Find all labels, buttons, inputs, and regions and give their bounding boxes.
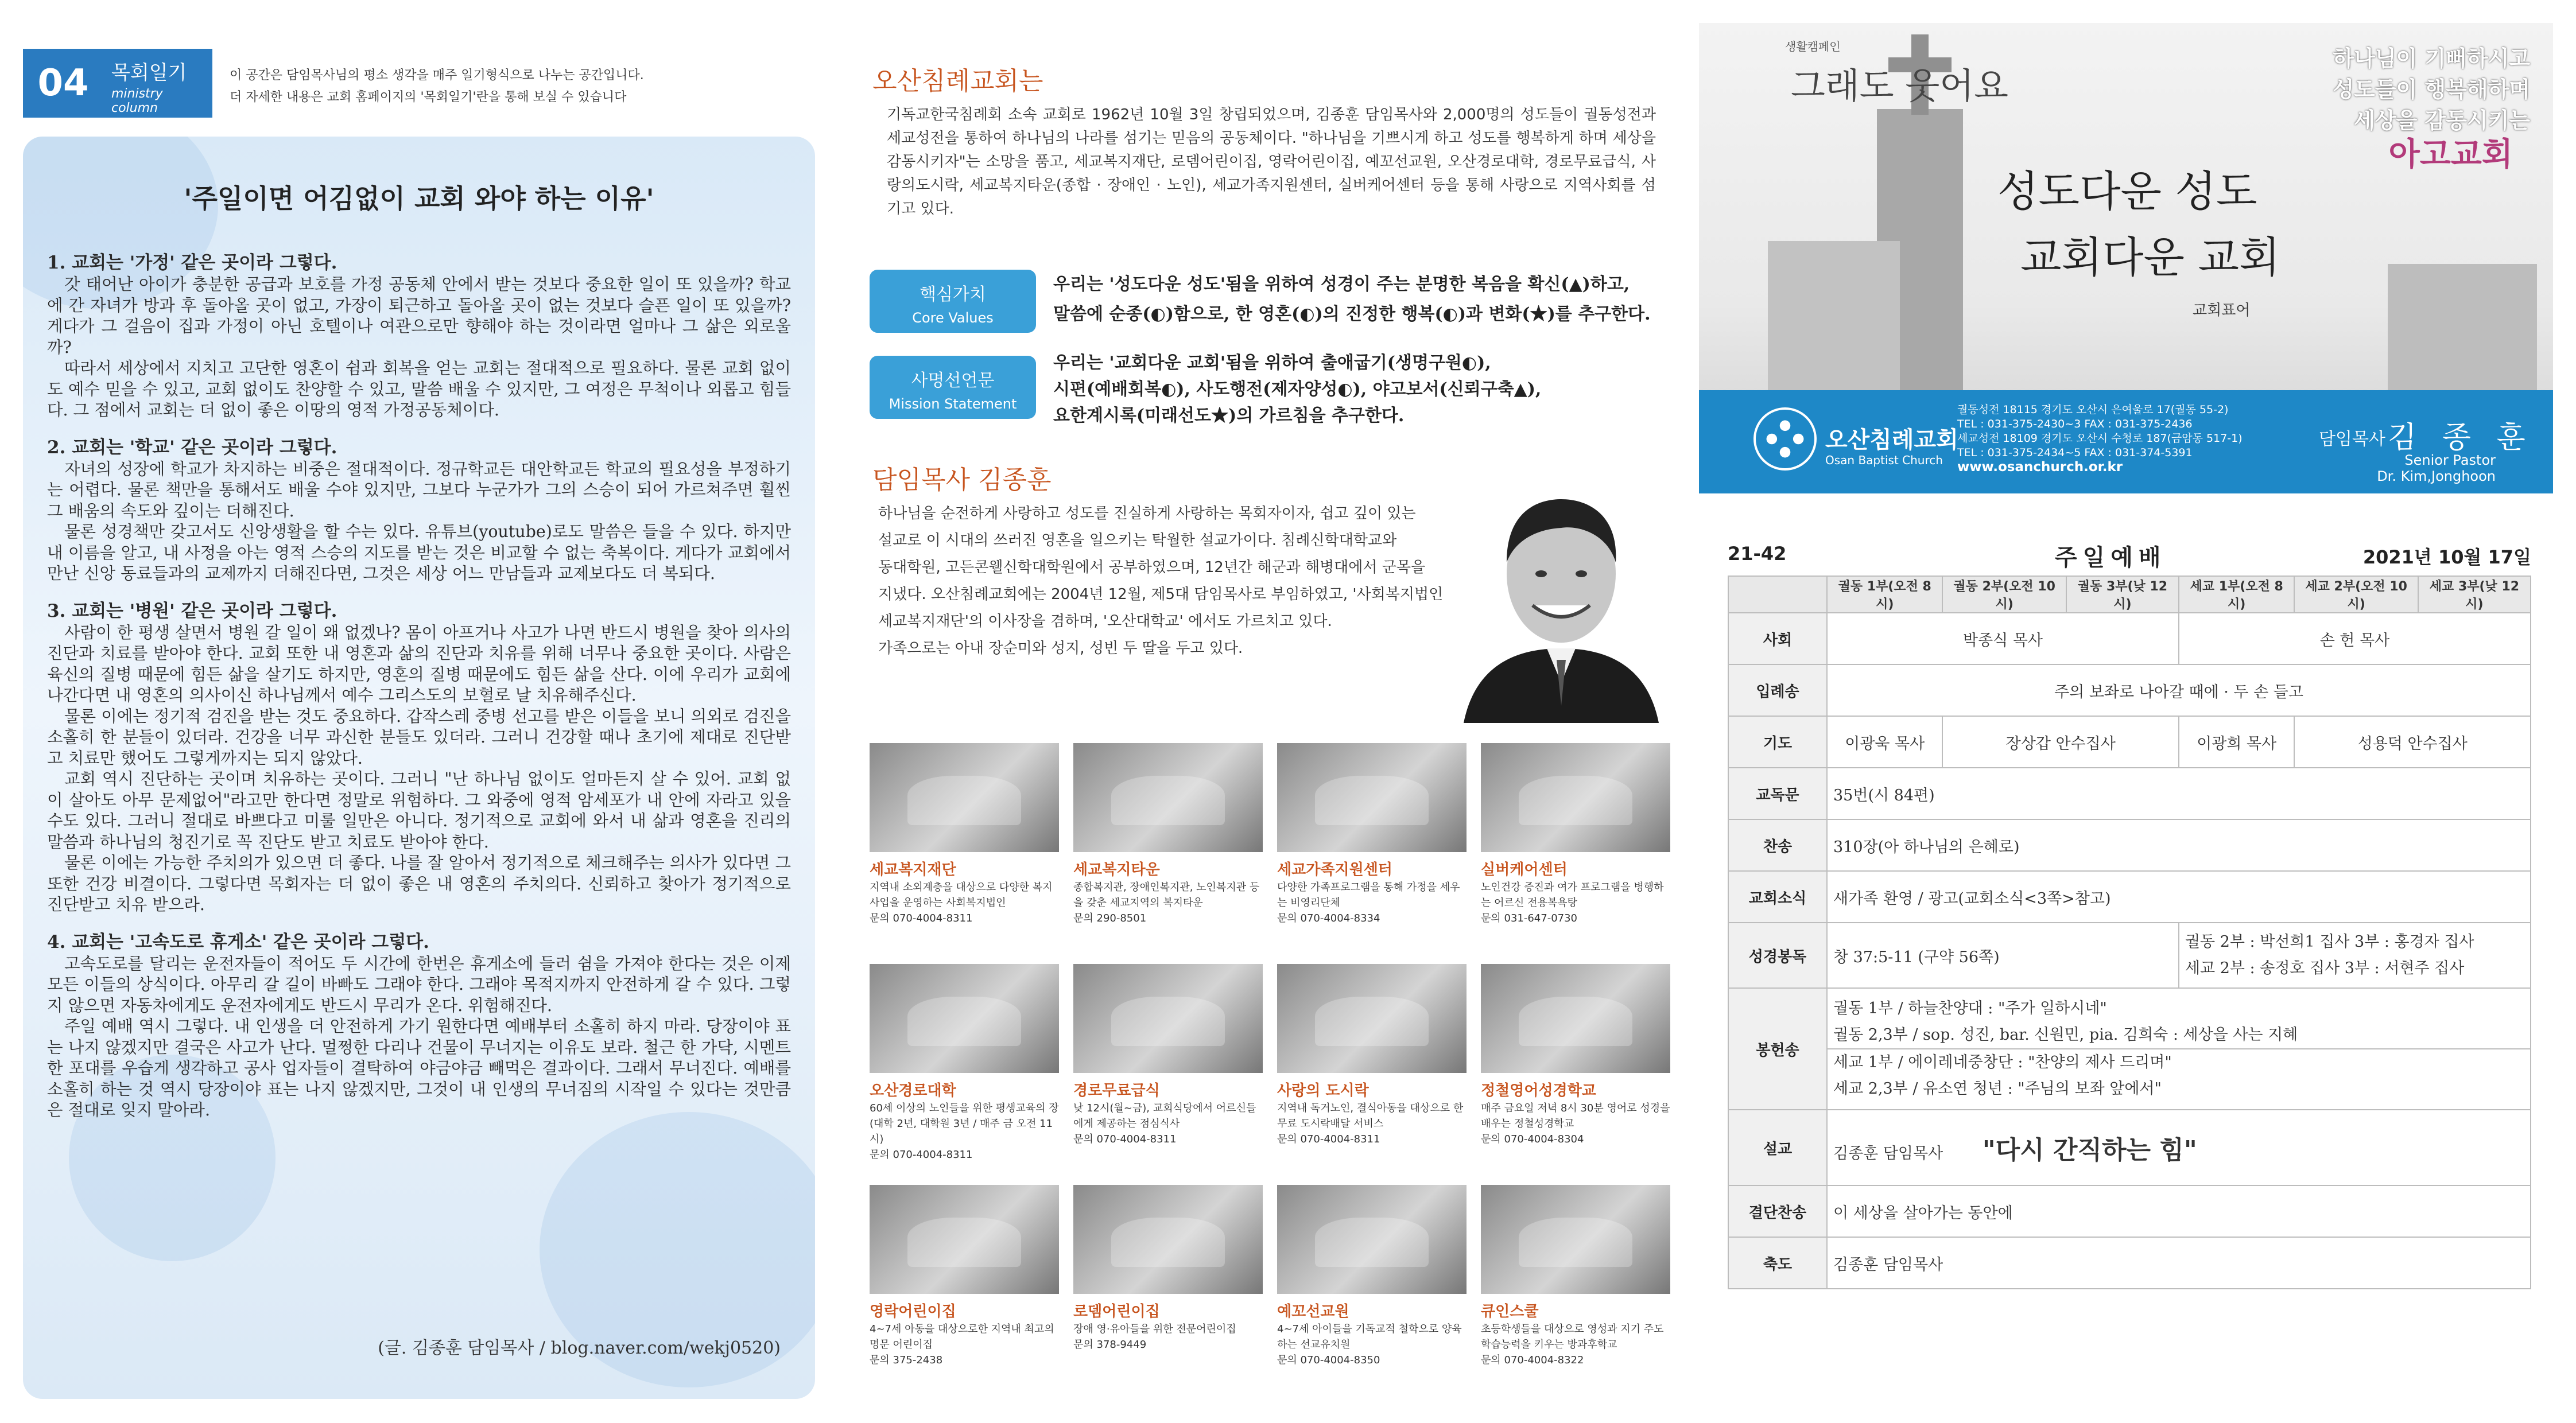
ministry-tel: 문의 070-4004-8304 (1481, 1133, 1584, 1145)
service-time: 궐동 3부(낮 12시) (2066, 576, 2179, 613)
offertory (1827, 988, 2531, 1110)
ministry-tel: 문의 375-2438 (870, 1354, 943, 1366)
section-heading: 1. 교회는 '가정' 같은 곳이라 그렇다. (47, 252, 337, 273)
hymn: 310장(아 하나님의 은혜로) (1827, 819, 2531, 871)
ministry-desc-text: 4~7세 아이들을 기독교적 철학으로 양육하는 선교유치원 (1277, 1323, 1462, 1351)
offertory-line: 세교 2,3부 / 유소연 청년 : "주님의 보좌 앞에서" (1833, 1080, 2162, 1098)
mission-label: 사명선언문 (911, 371, 995, 391)
column-signature: (글. 김종훈 담임목사 / blog.naver.com/wekj0520) (378, 1338, 781, 1358)
offertory-line: 세교 1부 / 에이레네중창단 : "찬양의 제사 드리며" (1833, 1053, 2172, 1071)
cover-motto-line: 세상을 감동시키는 (2354, 108, 2530, 133)
row-label: 봉헌송 (1728, 988, 1827, 1110)
page-number: 04 (23, 49, 103, 118)
table-row (1728, 1110, 2531, 1185)
ministry-tel: 문의 070-4004-8311 (1073, 1133, 1177, 1145)
address-line: 궐동성전 18115 경기도 오산시 은여울로 17(궐동 55-2) (1957, 403, 2229, 416)
paragraph: 물론 성경책만 갖고서도 신앙생활을 할 수는 있다. 유튜브(youtube)로도 말씀은 들을 수 있다. 하지만 내 이름을 알고, 내 사정을 아는 영적 스승의 지도를 받는 것은 비교할 수 없는 축복이다. 게다가 교회에서 만난 신앙 동료들과의 교제까지 더해진다면, 그것은 세상 어느 만남들과 교제보다도 더 복되다. (47, 522, 791, 583)
sermon-title: "다시 간직하는 힘" (1982, 1136, 2197, 1165)
prayer-1: 이광욱 목사 (1827, 716, 1942, 768)
mission-line: 시편(예배회복◐), 사도행전(제자양성◐), 야고보서(신뢰구축▲), (1053, 379, 1542, 399)
service-time: 궐동 1부(오전 8시) (1827, 576, 1942, 613)
table-corner (1728, 576, 1827, 613)
church-intro-text: 기독교한국침례회 소속 교회로 1962년 10월 3일 창립되었으며, 김종훈 담임목사와 2,000명의 성도들이 궐동성전과 세교성전을 통하여 하나님의 나라를 섬기는 믿음의 공동체이다. "하나님을 기쁘시게 하고 성도를 행복하게 하며 세상을 감동시키자"는 소망을 품고, 세교복지재단, 로뎀어린이집, 영락어린이집, 예꼬선교원, 오산경로대학, 경로무료급식, 사랑의도시락, 세교복지타운(종합 · 장애인 · 노인), 세교가족지원센터, 실버케어센터 등을 통해 사랑으로 지역사회를 섬기고 있다. (887, 106, 1656, 217)
mission-text (1053, 350, 1541, 429)
column-article-body (47, 251, 791, 1136)
column-description-line: 이 공간은 담임목사님의 평소 생각을 매주 일기형식으로 나누는 공간입니다. (230, 68, 644, 83)
cover-motto-line: 하나님이 기뻐하시고 (2333, 46, 2530, 71)
pastor-bio-line: 지냈다. 오산침례교회에는 2004년 12월, 제5대 담임목사로 부임하였고, '사회복지법인 (878, 586, 1444, 603)
column-article-title: '주일이면 어김없이 교회 와야 하는 이유' (184, 183, 654, 214)
pastor-name-en (2377, 452, 2496, 484)
ministry-name: 영락어린이집 (870, 1303, 956, 1320)
benediction: 김종훈 담임목사 (1827, 1237, 2531, 1289)
address-line: TEL : 031-375-2434~5 FAX : 031-374-5391 (1957, 446, 2193, 459)
row-label: 결단찬송 (1728, 1185, 1827, 1237)
ministry-name: 예꼬선교원 (1277, 1303, 1349, 1320)
ministry-card (1277, 1185, 1467, 1400)
ministry-card (1481, 964, 1670, 1179)
mission-label-en: Mission Statement (889, 396, 1017, 412)
ministry-photo (1277, 1185, 1467, 1294)
ministry-photo (1481, 964, 1670, 1073)
church-news: 새가족 환영 / 광고(교회소식<3쪽>참고) (1827, 871, 2531, 923)
ministry-desc-text: 60세 이상의 노인들을 위한 평생교육의 장(대학 2년, 대학원 3년 / 매주 금 오전 11시) (870, 1102, 1059, 1145)
ministry-tel: 문의 070-4004-8350 (1277, 1354, 1380, 1366)
ministry-tel: 문의 070-4004-8311 (870, 912, 973, 924)
pastor-bio (878, 500, 1510, 662)
ministry-card (1481, 1185, 1670, 1400)
service-name: 주일예배 (2055, 545, 2167, 571)
ministry-desc (1073, 880, 1263, 926)
pastor-bio-line: 하나님을 순전하게 사랑하고 성도를 진실하게 사랑하는 목회자이자, 쉽고 깊이 있는 (878, 505, 1416, 522)
section-heading: 3. 교회는 '병원' 같은 곳이라 그렇다. (47, 600, 337, 621)
ministry-desc (870, 1101, 1059, 1162)
values-block (870, 270, 1673, 442)
table-row (1728, 819, 2531, 871)
row-label: 기도 (1728, 716, 1827, 768)
article-section (47, 931, 791, 1121)
paragraph: 물론 이에는 가능한 주치의가 있으면 더 좋다. 나를 잘 알아서 정기적으로 체크해주는 의사가 있다면 그 또한 건강 비결이다. 그렇다면 목회자는 더 없이 좋은 내 영혼의 주치의다. 신뢰하고 찾아가 정기적으로 진단받고 치유 받으라. (47, 853, 791, 914)
sermon (1827, 1110, 2531, 1185)
service-time: 세교 1부(오전 8시) (2179, 576, 2294, 613)
sermon-preacher: 김종훈 담임목사 (1833, 1145, 1943, 1162)
service-time: 세교 3부(낮 12시) (2418, 576, 2531, 613)
campaign-label: 생활캠페인 (1785, 40, 1841, 53)
ministry-desc (870, 880, 1059, 926)
ministry-card (1481, 743, 1670, 958)
pastor-bio-line: 설교로 이 시대의 쓰러진 영혼을 일으키는 탁월한 설교가이다. 침례신학대학교와 (878, 532, 1397, 549)
offertory-line: 궐동 1부 / 하늘찬양대 : "주가 일하시네" (1833, 1000, 2107, 1017)
call-to-worship: 주의 보좌로 나아갈 때에 · 두 손 들고 (1827, 664, 2531, 716)
cover-slogan-line: 교회다운 교회 (2020, 233, 2280, 282)
ministry-photo (1481, 1185, 1670, 1294)
ministry-name: 큐인스쿨 (1481, 1303, 1539, 1320)
cover-slogan-line: 성도다운 성도 (1997, 167, 2257, 216)
ministry-photo (1277, 743, 1467, 852)
section-heading: 4. 교회는 '고속도로 휴게소' 같은 곳이라 그렇다. (47, 931, 429, 952)
ministry-name: 오산경로대학 (870, 1082, 956, 1099)
ministry-desc-text: 매주 금요일 저녁 8시 30분 영어로 성경을 배우는 정철성경학교 (1481, 1102, 1670, 1130)
table-row (1728, 768, 2531, 819)
column-header (23, 49, 815, 118)
core-values-line: 우리는 '성도다운 성도'됨을 위하여 성경이 주는 분명한 복음을 확신(▲)하고, (1053, 274, 1630, 294)
ministry-desc (1277, 880, 1467, 926)
cover-motto-line: 성도들이 행복해하며 (2333, 77, 2530, 102)
ministry-card (1073, 964, 1263, 1179)
church-info-bar (1699, 390, 2553, 493)
service-time: 궐동 2부(오전 10시) (1942, 576, 2066, 613)
article-section (47, 600, 791, 916)
paragraph: 교회 역시 진단하는 곳이며 치유하는 곳이다. 그러니 "난 하나님 없이도 얼마든지 살 수 있어. 교회 없이 살아도 아무 문제없어"라고만 한다면 정말로 위험하다. 그 와중에 영적 암세포가 내 안에 자라고 있을 수도 있다. 그러니 절대로 바쁘다고 미룰 일만은 아니다. 정기적으로 교회에 와서 내 삶과 영혼을 진리의 말씀과 하나님의 청진기로 꼭 진단도 받고 치료도 받아야 한다. (47, 769, 791, 852)
column-title-badge (103, 49, 212, 118)
mission-badge (870, 356, 1036, 419)
paragraph: 갓 태어난 아이가 충분한 공급과 보호를 가정 공동체 안에서 받는 것보다 중요한 일이 또 있을까? 학교에 간 자녀가 방과 후 돌아올 곳이 없고, 가장이 퇴근하고 돌아올 곳이 없는 것보다 슬픈 일이 또 있을까? 게다가 그 걸음이 집과 가정이 아닌 호텔이나 여관으로만 향해야 하는 것이라면 얼마나 그 삶은 외로울까? (47, 275, 791, 357)
cover-slogan-caption: 교회표어 (2193, 302, 2251, 319)
ministry-name: 로뎀어린이집 (1073, 1303, 1160, 1320)
offertory-line: 궐동 2,3부 / sop. 성진, bar. 신원민, pia. 김희숙 : 세상을 사는 지혜 (1828, 1022, 2530, 1049)
ministry-tel: 문의 070-4004-8334 (1277, 912, 1380, 924)
pastor-portrait (1452, 476, 1670, 723)
row-label: 교독문 (1728, 768, 1827, 819)
mission-line: 요한계시록(미래선도★)의 가르침을 추구한다. (1053, 406, 1405, 426)
ministry-photo (1277, 964, 1467, 1073)
mission-line: 우리는 '교회다운 교회'됨을 위하여 출애굽기(생명구원◐), (1053, 353, 1491, 373)
ministry-desc-text: 지역내 소외계층을 대상으로 다양한 복지사업을 운영하는 사회복지법인 (870, 881, 1053, 909)
ministry-name: 세교복지재단 (870, 861, 956, 878)
pastor-bio-line: 가족으로는 아내 장순미와 성지, 성빈 두 딸을 두고 있다. (878, 640, 1243, 657)
ministry-name: 실버케어센터 (1481, 861, 1568, 878)
pastor-heading: 담임목사 김종훈 (872, 465, 1052, 495)
service-header (1728, 539, 2531, 571)
table-row (1728, 1185, 2531, 1237)
row-label: 성경봉독 (1728, 923, 1827, 988)
ministry-desc-text: 초등학생들을 대상으로 영성과 지기 주도 학습능력을 키우는 방과후학교 (1481, 1323, 1664, 1351)
core-values-line: 말씀에 순종(◐)함으로, 한 영혼(◐)의 진정한 행복(◐)과 변화(★)를 추구한다. (1053, 304, 1651, 324)
row-label: 교회소식 (1728, 871, 1827, 923)
ministry-column-box (23, 137, 815, 1399)
ministry-card (1277, 743, 1467, 958)
ministry-desc-text: 종합복지관, 장애인복지관, 노인복지관 등을 갖춘 세교지역의 복지타운 (1073, 881, 1260, 909)
address-line: TEL : 031-375-2430~3 FAX : 031-375-2436 (1957, 418, 2193, 430)
ministry-card (870, 743, 1059, 958)
column-subtitle: ministry column (111, 87, 163, 115)
ministry-desc (1481, 1321, 1670, 1368)
ministry-photo (870, 964, 1059, 1073)
table-row (1728, 664, 2531, 716)
ministry-desc-text: 노인건강 증진과 여가 프로그램을 병행하는 어르신 전용복욕탕 (1481, 881, 1664, 909)
ministry-name: 세교복지타운 (1073, 861, 1160, 878)
leader-a: 박종식 목사 (1827, 613, 2179, 664)
section-heading: 2. 교회는 '학교' 같은 곳이라 그렇다. (47, 437, 337, 458)
ministry-card (1073, 1185, 1263, 1400)
ministry-tel: 문의 031-647-0730 (1481, 912, 1578, 924)
ministry-card (870, 964, 1059, 1179)
church-name: 오산침례교회 (1825, 427, 1958, 453)
service-time: 세교 2부(오전 10시) (2294, 576, 2418, 613)
ministry-card (1277, 964, 1467, 1179)
ministry-tel: 문의 290-8501 (1073, 912, 1147, 924)
row-label: 설교 (1728, 1110, 1827, 1185)
prayer-4: 성용덕 안수집사 (2294, 716, 2531, 768)
ministry-desc (1481, 1101, 1670, 1147)
prayer-2: 장상갑 안수집사 (1942, 716, 2179, 768)
article-section (47, 436, 791, 585)
column-title: 목회일기 (111, 61, 187, 84)
scripture-readers (2179, 923, 2531, 988)
table-row (1728, 923, 2531, 988)
prayer-3: 이광희 목사 (2179, 716, 2294, 768)
article-section (47, 251, 791, 421)
ministry-desc (1277, 1321, 1467, 1368)
ministry-desc (870, 1321, 1059, 1368)
responsive-reading: 35번(시 84편) (1827, 768, 2531, 819)
reader-line: 궐동 2부 : 박선희1 집사 3부 : 홍경자 집사 (2185, 933, 2474, 951)
ministry-tel: 문의 378-9449 (1073, 1339, 1147, 1351)
core-values-badge (870, 270, 1036, 333)
column-description (230, 65, 644, 108)
table-row (1728, 1237, 2531, 1289)
core-values-label: 핵심가치 (920, 285, 986, 305)
paragraph: 사람이 한 평생 살면서 병원 갈 일이 왜 없겠나? 몸이 아프거나 사고가 나면 반드시 병원을 찾아 의사의 진단과 치료를 받아야 한다. 교회 또한 내 영혼과 삶의 진단과 치유를 위해 너무나 중요한 곳이다. 사람은 육신의 질병 때문에 힘든 삶을 살기도 하지만, 영혼의 질병 때문에도 힘든 삶을 산다. 이에 우리가 교회에 나간다면 내 영혼의 의사이신 하나님께서 예수 그리스도의 보혈로 날 치유해주신다. (47, 623, 791, 705)
paragraph: 주일 예배 역시 그렇다. 내 인생을 더 안전하게 가기 원한다면 예배부터 소홀히 하지 마라. 당장이야 표는 나지 않겠지만 결국은 사고가 난다. 멀쩡한 다리나 건물이 무너지는 이유도 보라. 철근 한 가닥, 시멘트 한 포대를 우습게 생각하고 공사 업자들이 결탁하여 야금야금 빼먹은 결과이다. 그래서 무너진다. 예배를 소홀히 하는 것 역시 당장이야 표는 나지 않겠지만, 그것이 내 인생의 무너짐의 시작일 수 있다는 것만큼은 절대로 잊지 말아라. (47, 1017, 791, 1119)
service-times-row (1728, 576, 2531, 613)
church-name-en: Osan Baptist Church (1825, 453, 1943, 467)
core-values-text (1053, 270, 1651, 329)
address-line: 세교성전 18109 경기도 오산시 수청로 187(금암동 517-1) (1957, 432, 2243, 445)
ministry-desc (1481, 880, 1670, 926)
paragraph: 따라서 세상에서 지치고 고단한 영혼이 쉼과 회복을 얻는 교회는 절대적으로 필요하다. 물론 교회 없이도 예수 믿을 수 있고, 교회 없이도 찬양할 수 있고, 말씀 배울 수 있지만, 그 여정은 무척이나 외롭고 힘들다. 그 점에서 교회는 더 없이 좋은 이땅의 영적 가정공동체이다. (47, 359, 791, 419)
core-values-label-en: Core Values (912, 310, 994, 326)
ministry-desc (1073, 1101, 1263, 1147)
ministry-photo (1073, 1185, 1263, 1294)
ministry-desc-text: 장애 영·유아들을 위한 전문어린이집 (1073, 1323, 1236, 1335)
scripture: 창 37:5-11 (구약 56쪽) (1827, 923, 2179, 988)
pastor-label: 담임목사 (2319, 429, 2385, 449)
ministry-desc-text: 지역내 독거노인, 결식아동을 대상으로 한 무료 도시락배달 서비스 (1277, 1102, 1464, 1130)
paragraph: 고속도로를 달리는 운전자들이 적어도 두 시간에 한번은 휴게소에 들러 쉼을 가져야 한다는 것은 이제 모든 이들의 상식이다. 아무리 갈 길이 바빠도 그래야 한다. 그래야 목적지까지 안전하게 갈 수 있다. 그렇지 않으면 자동차에게도 운전자에게도 반드시 무리가 온다. 위험해진다. (47, 954, 791, 1015)
ministry-card (870, 1185, 1059, 1400)
reader-line: 세교 2부 : 송정호 집사 3부 : 서현주 집사 (2185, 959, 2465, 977)
service-order-table (1728, 576, 2531, 1289)
church-address (1957, 403, 2243, 475)
ministry-name: 세교가족지원센터 (1277, 861, 1392, 878)
ministry-desc-text: 다양한 가족프로그램을 통해 가정을 세우는 비영리단체 (1277, 881, 1460, 909)
ministry-name: 정철영어성경학교 (1481, 1082, 1596, 1099)
ministry-photo (870, 743, 1059, 852)
ministry-desc (1277, 1101, 1467, 1147)
ministries-grid (870, 743, 1673, 1397)
pastor-bio-line: 세교복지재단'의 이사장을 겸하며, '오산대학교' 에서도 가르치고 있다. (878, 613, 1332, 630)
church-logo-icon (1753, 407, 1817, 471)
ministry-desc-text: 4~7세 아동을 대상으로한 지역내 최고의 명문 어린이집 (870, 1323, 1054, 1351)
ministry-photo (1481, 743, 1670, 852)
church-intro-heading: 오산침례교회는 (872, 67, 1043, 96)
decision-hymn: 이 세상을 살아가는 동안에 (1827, 1185, 2531, 1237)
pastor-bio-line: 동대학원, 고든콘웰신학대학원에서 공부하였으며, 12년간 해군과 해병대에서 군목을 (878, 559, 1426, 576)
table-row (1728, 871, 2531, 923)
ministry-photo (1073, 743, 1263, 852)
ministry-card (1073, 743, 1263, 958)
leader-b: 손 헌 목사 (2179, 613, 2531, 664)
ministry-desc-text: 낮 12시(월~금), 교회식당에서 어르신들에게 제공하는 점심식사 (1073, 1102, 1256, 1130)
ministry-desc (1073, 1321, 1263, 1352)
row-label: 사회 (1728, 613, 1827, 664)
table-row (1728, 716, 2531, 768)
paragraph: 자녀의 성장에 학교가 차지하는 비중은 절대적이다. 정규학교든 대안학교든 학교의 필요성을 부정하기는 어렵다. 물론 책만을 통해서도 배울 수야 있지만, 그보다 누군가가 그의 스승이 되어 가르쳐주면 훨씬 그 배움의 속도와 깊이는 더해진다. (47, 459, 791, 520)
ministry-name: 경로무료급식 (1073, 1082, 1160, 1099)
row-label: 축도 (1728, 1237, 1827, 1289)
pastor-title-en: Senior Pastor (2404, 452, 2496, 468)
pastor-fullname-en: Dr. Kim,Jonghoon (2377, 468, 2496, 484)
pastor-name: 김 종 훈 (2388, 421, 2534, 455)
service-date: 2021년 10월 17일 (2362, 546, 2531, 568)
table-row (1728, 988, 2531, 1110)
ministry-tel: 문의 070-4004-8311 (870, 1149, 973, 1161)
column-description-line: 더 자세한 내용은 교회 홈페이지의 '목회일기'란을 통해 보실 수 있습니다 (230, 90, 627, 104)
paragraph: 물론 이에는 정기적 검진을 받는 것도 중요하다. 갑작스레 중병 선고를 받은 이들을 보니 의외로 검진을 소홀히 한 분들이 있더라. 건강을 너무 과신한 분들도 있더라. 그러니 건강할 때나 초기에 제대로 진단받고 치료만 했어도 그렇게까지는 되지 않았다. (47, 706, 791, 768)
table-row (1728, 613, 2531, 664)
ministry-photo (1073, 964, 1263, 1073)
website: www.osanchurch.or.kr (1957, 460, 2123, 475)
ministry-name: 사랑의 도시락 (1277, 1082, 1369, 1099)
ministry-tel: 문의 070-4004-8322 (1481, 1354, 1584, 1366)
bulletin-volume: 21-42 (1728, 543, 1787, 565)
ministry-tel: 문의 070-4004-8311 (1277, 1133, 1380, 1145)
campaign-title: 그래도 웃어요 (1791, 65, 2009, 107)
ministry-photo (870, 1185, 1059, 1294)
row-label: 입례송 (1728, 664, 1827, 716)
cover-brand: 아고교회 (2388, 136, 2513, 173)
cover-motto (2333, 43, 2530, 136)
row-label: 찬송 (1728, 819, 1827, 871)
